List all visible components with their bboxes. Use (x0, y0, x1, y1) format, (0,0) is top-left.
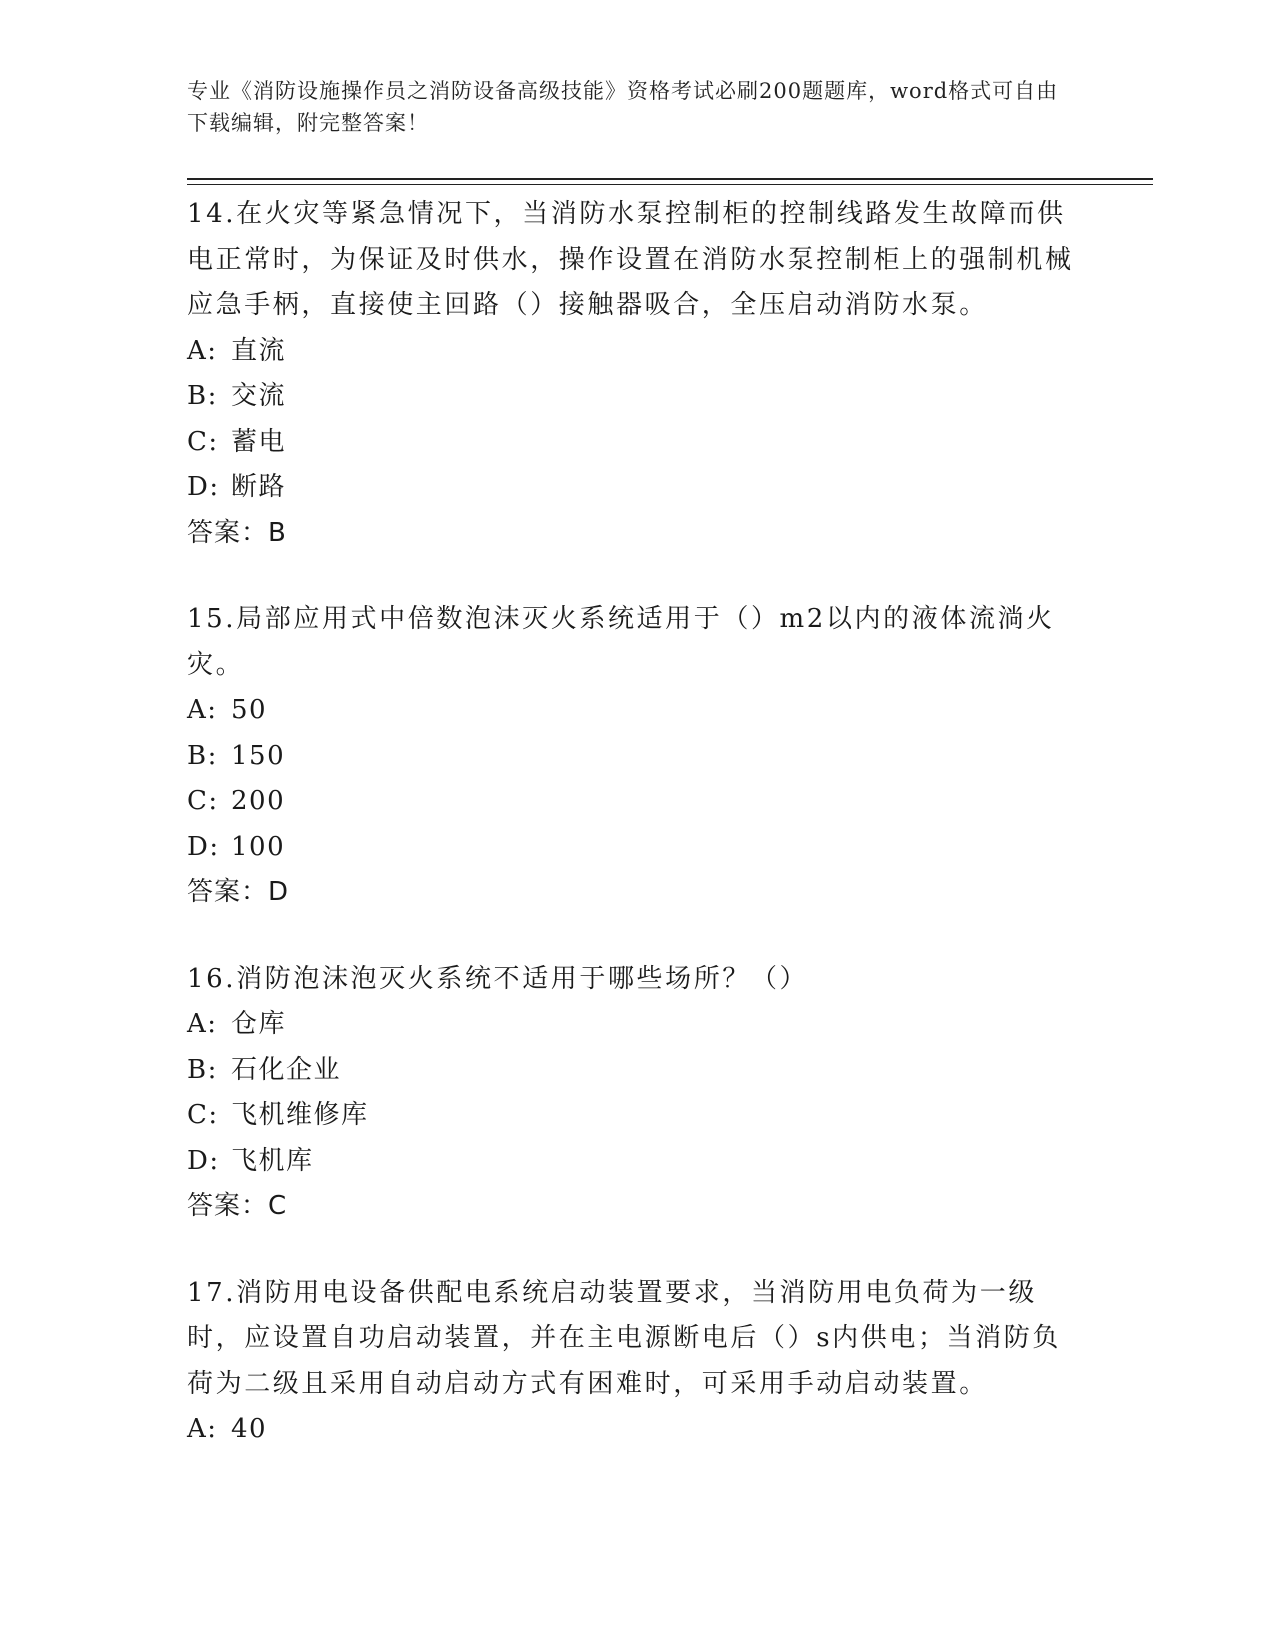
option-text: 200 (231, 786, 286, 816)
option-d (187, 1139, 1087, 1185)
question-stem: 14.在火灾等紧急情况下，当消防水泵控制柜的控制线路发生故障而供电正常时，为保证及时供水，操作设置在消防水泵控制柜上的强制机械应急手柄，直接使主回路（）接触器吸合，全压启动消防水泵。 (187, 199, 1074, 320)
option-key: B: (187, 740, 218, 771)
option-text: 飞机库 (231, 1145, 314, 1176)
question-16 (187, 957, 1087, 1230)
header-divider-thin (187, 184, 1153, 185)
question-stem: 17.消防用电设备供配电系统启动装置要求，当消防用电负荷为一级时，应设置自功启动装置，并在主电源断电后（）s内供电；当消防负荷为二级且采用自动启动方式有困难时，可采用手动启动装置。 (187, 1277, 1061, 1399)
option-b (187, 374, 1087, 420)
option-key: C: (187, 1100, 219, 1130)
option-b (187, 734, 1087, 780)
option-c (187, 779, 1087, 825)
option-c (187, 1093, 1087, 1139)
option-text: 50 (231, 695, 268, 725)
option-text: 仓库 (231, 1009, 287, 1039)
option-text: 100 (231, 831, 286, 862)
option-text: 150 (231, 740, 286, 771)
question-stem: 16.消防泡沫泡灭火系统不适用于哪些场所？（） (187, 963, 809, 994)
header-divider-thick (187, 178, 1153, 180)
question-list (187, 192, 1087, 1494)
option-text: 交流 (231, 381, 287, 411)
option-key: A: (187, 1414, 218, 1444)
option-a (187, 688, 1087, 734)
option-text: 石化企业 (231, 1054, 342, 1085)
option-key: B: (187, 1054, 218, 1085)
option-c (187, 420, 1087, 466)
option-key: C: (187, 786, 219, 816)
question-15 (187, 597, 1087, 916)
option-key: D: (187, 831, 220, 862)
option-key: B: (187, 381, 218, 411)
document-header: 专业《消防设施操作员之消防设备高级技能》资格考试必刷200题题库，word格式可自由下载编辑，附完整答案！ (187, 79, 1059, 135)
option-key: A: (187, 695, 218, 725)
option-a (187, 1002, 1087, 1048)
option-key: D: (187, 1145, 220, 1176)
option-a (187, 1407, 1087, 1453)
option-text: 40 (231, 1414, 268, 1444)
option-d (187, 465, 1087, 511)
question-stem: 15.局部应用式中倍数泡沫灭火系统适用于（）m2以内的液体流淌火灾。 (187, 604, 1055, 680)
answer-line: 答案：B (187, 517, 287, 548)
option-text: 直流 (231, 335, 287, 366)
question-17 (187, 1271, 1087, 1453)
answer-line: 答案：C (187, 1191, 288, 1221)
option-d (187, 825, 1087, 871)
option-text: 断路 (231, 472, 287, 502)
answer-line: 答案：D (187, 877, 290, 907)
option-a (187, 329, 1087, 375)
option-b (187, 1048, 1087, 1094)
option-text: 飞机维修库 (231, 1100, 369, 1130)
option-key: C: (187, 426, 219, 457)
option-key: A: (187, 1009, 218, 1039)
option-key: A: (187, 335, 218, 366)
question-14 (187, 192, 1087, 556)
option-text: 蓄电 (231, 426, 287, 457)
option-key: D: (187, 472, 220, 502)
